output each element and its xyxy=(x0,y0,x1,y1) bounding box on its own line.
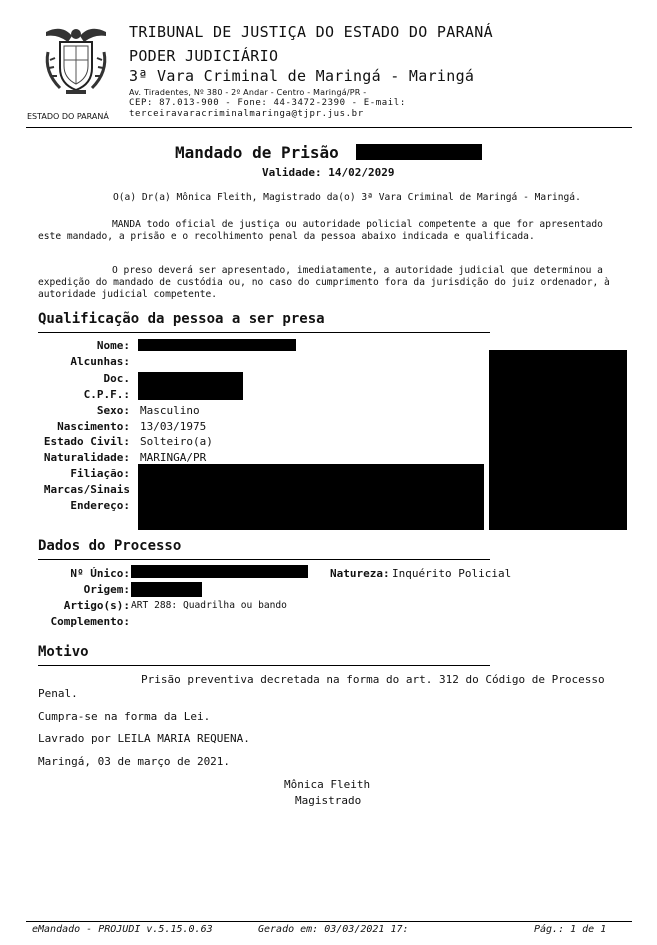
label-doc: Doc. xyxy=(103,372,130,385)
footer-system: eMandado - PROJUDI v.5.15.0.63 xyxy=(32,924,213,935)
label-sexo: Sexo: xyxy=(96,404,130,417)
redacted-documents xyxy=(138,372,243,400)
process-divider xyxy=(38,559,490,560)
redacted-photo xyxy=(489,350,627,530)
label-cpf: C.P.F.: xyxy=(83,388,130,401)
value-artigo: ART 288: Quadrilha ou bando xyxy=(131,600,287,611)
label-numero-unico: Nº Único: xyxy=(70,567,130,580)
label-filiacao: Filiação: xyxy=(70,467,130,480)
label-marcas: Marcas/Sinais xyxy=(43,483,130,496)
value-nascimento: 13/03/1975 xyxy=(140,420,207,433)
header-address: Av. Tiradentes, Nº 380 - 2º Andar - Centro - Maringá/PR - xyxy=(129,88,367,97)
header-branch: PODER JUDICIÁRIO xyxy=(129,47,279,65)
label-origem: Origem: xyxy=(83,583,130,596)
value-naturalidade: MARINGA/PR xyxy=(140,451,207,464)
intro-paragraph: O(a) Dr(a) Mônica Fleith, Magistrado da(o) 3ª Vara Criminal de Maringá - Maringá. xyxy=(113,192,581,203)
motive-divider xyxy=(38,665,490,666)
redacted-filiacao-address xyxy=(138,464,484,530)
redacted-process-number xyxy=(356,144,482,160)
redacted-origem xyxy=(131,582,202,597)
page-title: Mandado de Prisão xyxy=(175,143,339,162)
label-nome: Nome: xyxy=(96,339,130,352)
label-alcunhas: Alcunhas: xyxy=(70,355,130,368)
value-estado-civil: Solteiro(a) xyxy=(140,435,213,448)
drafted-by-line: Lavrado por LEILA MARIA REQUENA. xyxy=(38,732,250,745)
section-process-heading: Dados do Processo xyxy=(38,538,182,554)
order-paragraph: MANDA todo oficial de justiça ou autoridade policial competente a que for apresentado este mandado, a prisão e o recolhimento penal da pessoa abaixo indicada e qualificada. xyxy=(38,219,603,242)
signer-role: Magistrado xyxy=(295,794,362,807)
place-date-line: Maringá, 03 de março de 2021. xyxy=(38,755,231,768)
qualification-divider xyxy=(38,332,490,333)
value-sexo: Masculino xyxy=(140,404,200,417)
coat-of-arms-icon xyxy=(38,22,114,98)
presentation-paragraph: O preso deverá ser apresentado, imediatamente, a autoridade judicial que determinou a expedição do mandado de custódia ou, no caso do cumprimento fora da jurisdição do juiz ordenador, à autoridade judicial competente. xyxy=(38,265,610,300)
state-seal xyxy=(38,22,114,98)
header-contact: CEP: 87.013-900 - Fone: 44-3472-2390 - E-mail: xyxy=(129,98,406,108)
label-endereco: Endereço: xyxy=(70,499,130,512)
validity-date: Validade: 14/02/2029 xyxy=(262,166,395,179)
label-estado-civil: Estado Civil: xyxy=(43,435,130,448)
section-motive-heading: Motivo xyxy=(38,644,89,660)
footer-generated: Gerado em: 03/03/2021 17: xyxy=(258,924,409,935)
compliance-line: Cumpra-se na forma da Lei. xyxy=(38,710,211,723)
seal-caption: ESTADO DO PARANÁ xyxy=(27,112,109,121)
redacted-nome xyxy=(138,339,296,351)
value-natureza: Inquérito Policial xyxy=(392,567,512,580)
label-natureza: Natureza: xyxy=(330,567,390,580)
footer-divider xyxy=(26,921,632,922)
footer-page-number: Pág.: 1 de 1 xyxy=(534,924,607,935)
motive-text: Prisão preventiva decretada na forma do art. 312 do Código de Processo Penal. xyxy=(38,673,605,700)
header-court-name: TRIBUNAL DE JUSTIÇA DO ESTADO DO PARANÁ xyxy=(129,23,493,41)
header-email: terceiravaracriminalmaringa@tjpr.jus.br xyxy=(129,109,364,119)
label-artigo: Artigo(s): xyxy=(63,599,130,612)
label-complemento: Complemento: xyxy=(50,615,130,628)
label-naturalidade: Naturalidade: xyxy=(43,451,130,464)
signer-name: Mônica Fleith xyxy=(284,778,371,791)
header-court-unit: 3ª Vara Criminal de Maringá - Maringá xyxy=(129,67,475,85)
header-divider xyxy=(26,127,632,128)
section-qualification-heading: Qualificação da pessoa a ser presa xyxy=(38,311,325,327)
redacted-numero-unico xyxy=(131,565,308,578)
label-nascimento: Nascimento: xyxy=(57,420,130,433)
